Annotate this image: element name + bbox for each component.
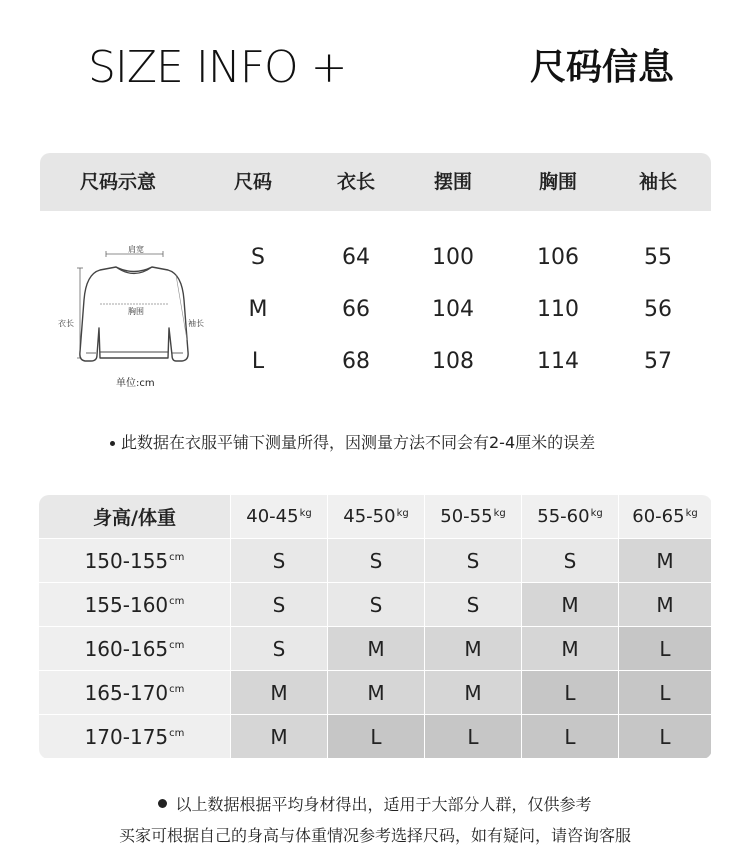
measure-cell: 64 bbox=[342, 245, 370, 270]
size-recommendation-cell: M bbox=[328, 627, 424, 670]
weight-unit: kg bbox=[590, 508, 603, 519]
shoulder-label: 肩宽 bbox=[128, 245, 144, 254]
recommend-table bbox=[39, 495, 712, 759]
header-chest: 胸围 bbox=[538, 171, 577, 193]
weight-header bbox=[522, 495, 618, 538]
weight-header bbox=[425, 495, 521, 538]
size-recommendation-cell: S bbox=[231, 539, 327, 582]
page-title-en: SIZE INFO + bbox=[88, 42, 347, 93]
unit-label: 单位:cm bbox=[116, 378, 155, 389]
size-recommendation-cell: S bbox=[425, 539, 521, 582]
weight-header bbox=[619, 495, 711, 538]
weight-unit: kg bbox=[493, 508, 506, 519]
size-recommendation-cell: L bbox=[522, 715, 618, 758]
size-recommendation-cell: L bbox=[619, 671, 711, 714]
length-label: 衣长 bbox=[58, 319, 74, 328]
size-recommendation-cell: S bbox=[328, 539, 424, 582]
height-header bbox=[39, 627, 230, 670]
size-cell: M bbox=[248, 297, 268, 322]
measure-note-text: 此数据在衣服平铺下测量所得，因测量方法不同会有2-4厘米的误差 bbox=[121, 433, 596, 452]
measure-cell: 56 bbox=[644, 297, 672, 322]
size-recommendation-cell: M bbox=[619, 539, 711, 582]
sleeve-label: 袖长 bbox=[188, 319, 204, 328]
size-recommendation-cell: M bbox=[522, 627, 618, 670]
weight-unit: kg bbox=[299, 508, 312, 519]
height-unit: cm bbox=[169, 596, 185, 607]
table-corner: 身高/体重 bbox=[39, 495, 230, 538]
chest-label: 胸围 bbox=[128, 307, 144, 316]
size-recommendation-cell: M bbox=[328, 671, 424, 714]
height-range: 160-165 bbox=[84, 636, 169, 661]
header-diagram: 尺码示意 bbox=[79, 171, 156, 193]
bullet-icon bbox=[110, 441, 115, 446]
measure-cell: 68 bbox=[342, 349, 370, 374]
size-recommendation-cell: S bbox=[522, 539, 618, 582]
weight-header bbox=[328, 495, 424, 538]
size-recommendation-cell: M bbox=[231, 715, 327, 758]
height-header bbox=[39, 539, 230, 582]
basis-note bbox=[0, 792, 750, 815]
weight-range: 45-50 bbox=[343, 506, 396, 527]
height-header bbox=[39, 583, 230, 626]
measure-cell: 114 bbox=[537, 349, 579, 374]
weight-unit: kg bbox=[396, 508, 409, 519]
weight-range: 40-45 bbox=[246, 506, 299, 527]
sweater-diagram bbox=[56, 240, 206, 390]
size-recommendation-cell: M bbox=[425, 671, 521, 714]
measure-cell: 100 bbox=[432, 245, 474, 270]
measure-note bbox=[110, 430, 595, 453]
measure-cell: 108 bbox=[432, 349, 474, 374]
size-recommendation-cell: S bbox=[328, 583, 424, 626]
size-recommendation-cell: L bbox=[328, 715, 424, 758]
weight-header bbox=[231, 495, 327, 538]
height-header bbox=[39, 715, 230, 758]
height-range: 155-160 bbox=[84, 592, 169, 617]
contact-note: 买家可根据自己的身高与体重情况参考选择尺码，如有疑问，请咨询客服 bbox=[118, 826, 631, 845]
height-range: 170-175 bbox=[84, 724, 169, 749]
size-recommendation-cell: L bbox=[619, 715, 711, 758]
size-table-header bbox=[40, 153, 711, 211]
size-recommendation-cell: L bbox=[619, 627, 711, 670]
measure-cell: 106 bbox=[537, 245, 579, 270]
size-recommendation-cell: M bbox=[425, 627, 521, 670]
header-hem: 摆围 bbox=[433, 171, 472, 193]
height-unit: cm bbox=[169, 684, 185, 695]
basis-note-text: 以上数据根据平均身材得出，适用于大部分人群，仅供参考 bbox=[175, 795, 592, 814]
height-range: 165-170 bbox=[84, 680, 169, 705]
size-recommendation-cell: M bbox=[522, 583, 618, 626]
header-sleeve: 袖长 bbox=[638, 171, 677, 193]
page-title-zh: 尺码信息 bbox=[529, 47, 674, 88]
size-recommendation-cell: M bbox=[231, 671, 327, 714]
size-recommendation-cell: S bbox=[231, 583, 327, 626]
measure-cell: 55 bbox=[644, 245, 672, 270]
measure-cell: 57 bbox=[644, 349, 672, 374]
size-recommendation-cell: M bbox=[619, 583, 711, 626]
header-length: 衣长 bbox=[336, 171, 375, 193]
height-unit: cm bbox=[169, 640, 185, 651]
size-cell: L bbox=[251, 349, 265, 374]
size-recommendation-cell: S bbox=[231, 627, 327, 670]
size-cell: S bbox=[251, 245, 265, 270]
height-range: 150-155 bbox=[84, 548, 169, 573]
size-recommendation-cell: S bbox=[425, 583, 521, 626]
header-size: 尺码 bbox=[233, 171, 272, 193]
measure-cell: 104 bbox=[432, 297, 474, 322]
height-unit: cm bbox=[169, 728, 185, 739]
weight-range: 60-65 bbox=[632, 506, 685, 527]
height-unit: cm bbox=[169, 552, 185, 563]
measure-cell: 110 bbox=[537, 297, 579, 322]
weight-range: 50-55 bbox=[440, 506, 493, 527]
size-recommendation-cell: L bbox=[425, 715, 521, 758]
bullet-icon bbox=[158, 799, 167, 808]
weight-unit: kg bbox=[685, 508, 698, 519]
height-header bbox=[39, 671, 230, 714]
measure-cell: 66 bbox=[342, 297, 370, 322]
size-recommendation-cell: L bbox=[522, 671, 618, 714]
weight-range: 55-60 bbox=[537, 506, 590, 527]
